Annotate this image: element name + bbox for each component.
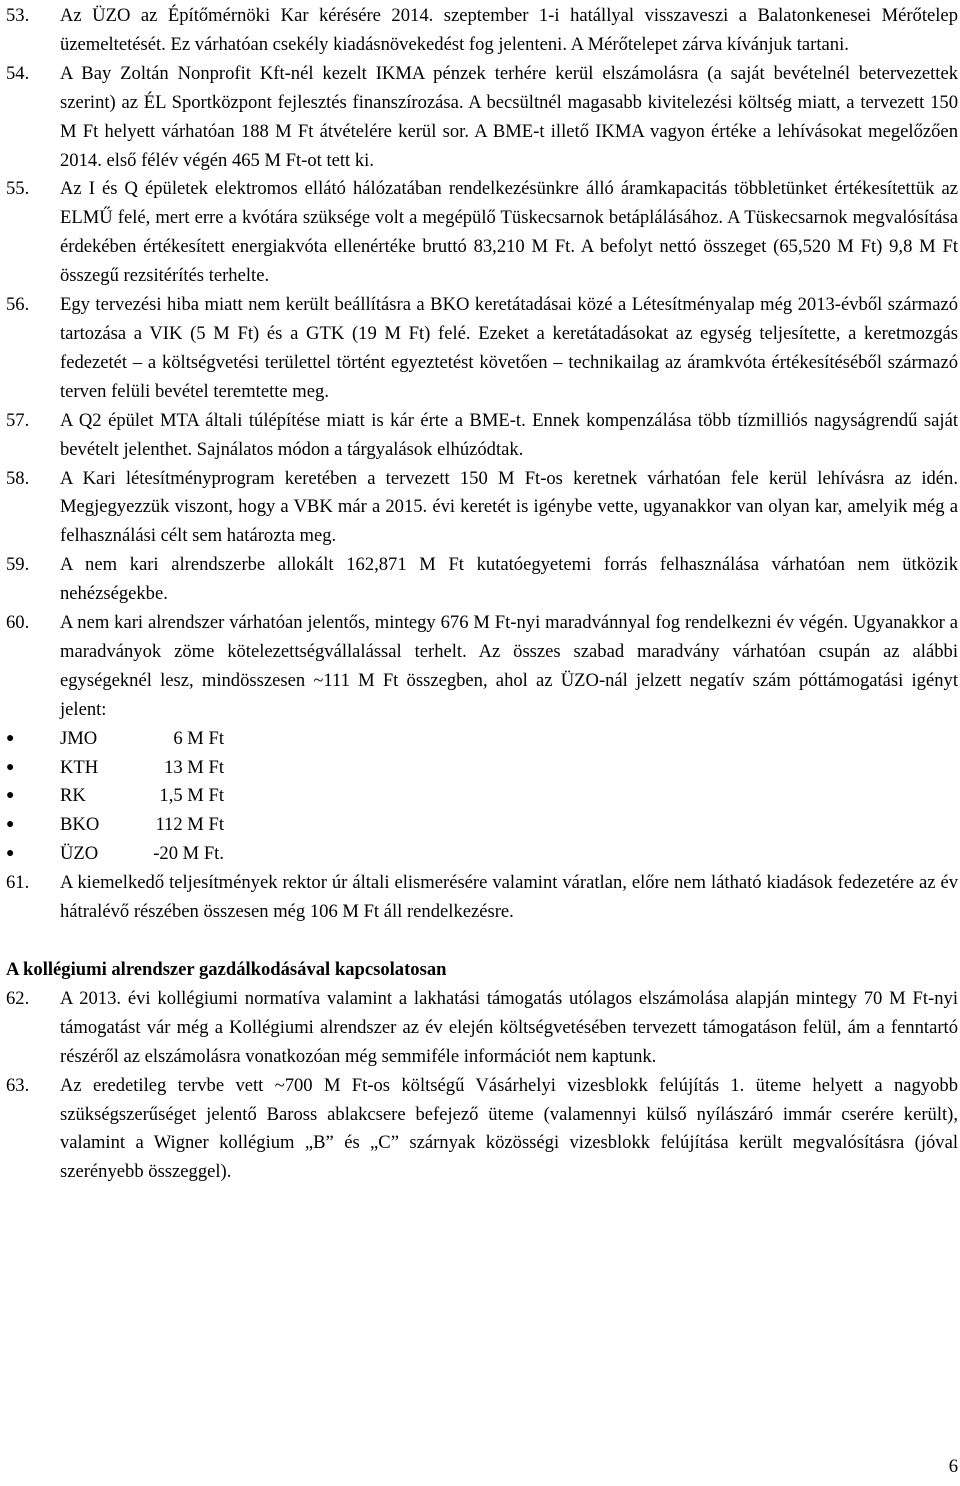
list-item-content — [60, 782, 224, 811]
paragraph-61 — [6, 869, 958, 927]
paragraph-text: Egy tervezési hiba miatt nem került beállításra a BKO keretátadásai közé a Létesítményalap még 2013-évből származó tartozása a VIK (5 M Ft) és a GTK (19 M Ft) felé. Ezeket a keretátadásokat az egység teljesítette, a keretmozgás fedezetét – a költségvetési területtel történt egyeztetést követően – technikailag az áramkvóta értékesítéséből származó terven felüli bevétel teremtette meg. — [60, 294, 958, 402]
list-item — [6, 754, 958, 783]
bullet-icon: ● — [6, 817, 15, 833]
unit-name: JMO — [60, 727, 98, 749]
list-item-content — [60, 840, 224, 869]
paragraph-62 — [6, 985, 958, 1072]
paragraph-number: 62. — [6, 987, 30, 1009]
paragraph-63 — [6, 1072, 958, 1188]
paragraph-text: A nem kari alrendszerbe allokált 162,871 M Ft kutatóegyetemi forrás felhasználása várhatóan nem ütközik nehézségekbe. — [60, 554, 958, 605]
paragraph-53 — [6, 2, 958, 60]
paragraph-text: Az eredetileg tervbe vett ~700 M Ft-os költségű Vásárhelyi vizesblokk felújítás 1. üteme helyett a nagyobb szükségszerűséget jelentő Baross ablakcsere befejező üteme (valamennyi külső nyílászáró immár cserére került), valamint a Wigner kollégium „B” és „C” szárnyak közösségi vizesblokk felújítása került megvalósításra (jóval szerényebb összeggel). — [60, 1074, 958, 1183]
unit-name: ÜZO — [60, 843, 99, 865]
list-item — [6, 811, 958, 840]
surplus-bullet-list — [6, 725, 958, 870]
paragraph-60 — [6, 609, 958, 725]
bullet-icon: ● — [6, 788, 15, 804]
list-item-content — [60, 754, 224, 783]
document-body — [6, 2, 958, 1187]
unit-amount: -20 M Ft. — [153, 843, 224, 865]
bullet-icon: ● — [6, 730, 15, 746]
list-item — [6, 782, 958, 811]
paragraph-text: A Q2 épület MTA általi túlépítése miatt is kár érte a BME-t. Ennek kompenzálása több tízmilliós nagyságrendű saját bevételt jelenthet. Sajnálatos módon a tárgyalások elhúzódtak. — [60, 409, 958, 460]
paragraph-text: A Bay Zoltán Nonprofit Kft-nél kezelt IKMA pénzek terhére kerül elszámolásra (a saját bevételnél betervezettek szerint) az ÉL Sportközpont fejlesztés finanszírozása. A becsültnél magasabb kivitelezési költség miatt, a tervezett 150 M Ft helyett várhatóan 188 M Ft átvételére kerül sor. A BME-t illető IKMA vagyon értéke a lehívásokat megelőzően 2014. első félév végén 465 M Ft-ot tett ki. — [60, 62, 958, 171]
unit-name: KTH — [60, 756, 99, 778]
list-item-content — [60, 811, 224, 840]
list-item — [6, 840, 958, 869]
paragraph-54 — [6, 60, 958, 176]
paragraph-number: 56. — [6, 294, 30, 316]
paragraph-text: A Kari létesítményprogram keretében a tervezett 150 M Ft-os keretnek várhatóan fele kerül lehívásra az idén. Megjegyezzük viszont, hogy a VBK már a 2015. évi keretét is igénybe vette, ugyanakkor van olyan kar, amelyik még a felhasználási célt sem határozta meg. — [60, 467, 958, 547]
paragraph-59 — [6, 551, 958, 609]
paragraph-number: 53. — [6, 5, 30, 26]
paragraph-text: Az I és Q épületek elektromos ellátó hálózatában rendelkezésünkre álló áramkapacitás többletünket értékesítettük az ELMŰ felé, mert erre a kvótára szüksége volt a megépülő Tüskecsarnok betáplálásához. A Tüskecsarnok megvalósítása érdekében értékesített energiakvóta ellenértéke bruttó 83,210 M Ft. A befolyt nettó összeget (65,520 M Ft) 9,8 M Ft összegű rezsitérítés terhelte. — [60, 178, 958, 287]
unit-amount: 1,5 M Ft — [159, 785, 224, 807]
paragraph-56 — [6, 291, 958, 407]
section-heading: A kollégiumi alrendszer gazdálkodásával kapcsolatosan — [6, 959, 447, 980]
paragraph-number: 54. — [6, 62, 30, 84]
unit-amount: 6 M Ft — [173, 727, 224, 749]
paragraph-55 — [6, 175, 958, 291]
paragraph-number: 59. — [6, 554, 30, 576]
list-item — [6, 725, 958, 754]
paragraph-text: A 2013. évi kollégiumi normatíva valamint a lakhatási támogatás utólagos elszámolása alapján mintegy 70 M Ft-nyi támogatást vár még a Kollégiumi alrendszer az év elején költségvetésében tervezett támogatáson felül, ám a fenntartó részéről az elszámolásra vonatkozóan még semmiféle információt nem kaptunk. — [60, 987, 958, 1067]
paragraph-number: 55. — [6, 178, 30, 200]
unit-name: BKO — [60, 814, 100, 836]
paragraph-text: A nem kari alrendszer várhatóan jelentős, mintegy 676 M Ft-nyi maradvánnyal fog rendelkezni év végén. Ugyanakkor a maradványok zöme kötelezettségvállalással terhelt. Az összes szabad maradvány várhatóan csupán az alábbi egységeknél lesz, mindösszesen ~111 M Ft összegben, ahol az ÜZO-nál jelzett negatív szám póttámogatási igényt jelent: — [60, 612, 958, 720]
page-number: 6 — [948, 1456, 958, 1477]
unit-amount: 112 M Ft — [155, 814, 224, 836]
unit-amount: 13 M Ft — [164, 756, 224, 778]
paragraph-text: A kiemelkedő teljesítmények rektor úr általi elismerésére valamint váratlan, előre nem látható kiadások fedezetére az év hátralévő részében összesen még 106 M Ft áll rendelkezésre. — [60, 872, 958, 923]
bullet-icon: ● — [6, 846, 15, 862]
paragraph-57 — [6, 407, 958, 465]
paragraph-text: Az ÜZO az Építőmérnöki Kar kérésére 2014. szeptember 1-i hatállyal visszaveszi a Balatonkenesei Mérőtelep üzemeltetését. Ez várhatóan csekély kiadásnövekedést fog jelenteni. A Mérőtelepet zárva kívánjuk tartani. — [60, 5, 958, 55]
paragraph-58 — [6, 465, 958, 552]
bullet-icon: ● — [6, 759, 15, 775]
paragraph-number: 63. — [6, 1074, 30, 1096]
paragraph-number: 61. — [6, 872, 30, 894]
unit-name: RK — [60, 785, 86, 807]
list-item-content — [60, 725, 224, 754]
paragraph-number: 60. — [6, 612, 30, 634]
paragraph-number: 57. — [6, 409, 30, 431]
paragraph-number: 58. — [6, 467, 30, 489]
